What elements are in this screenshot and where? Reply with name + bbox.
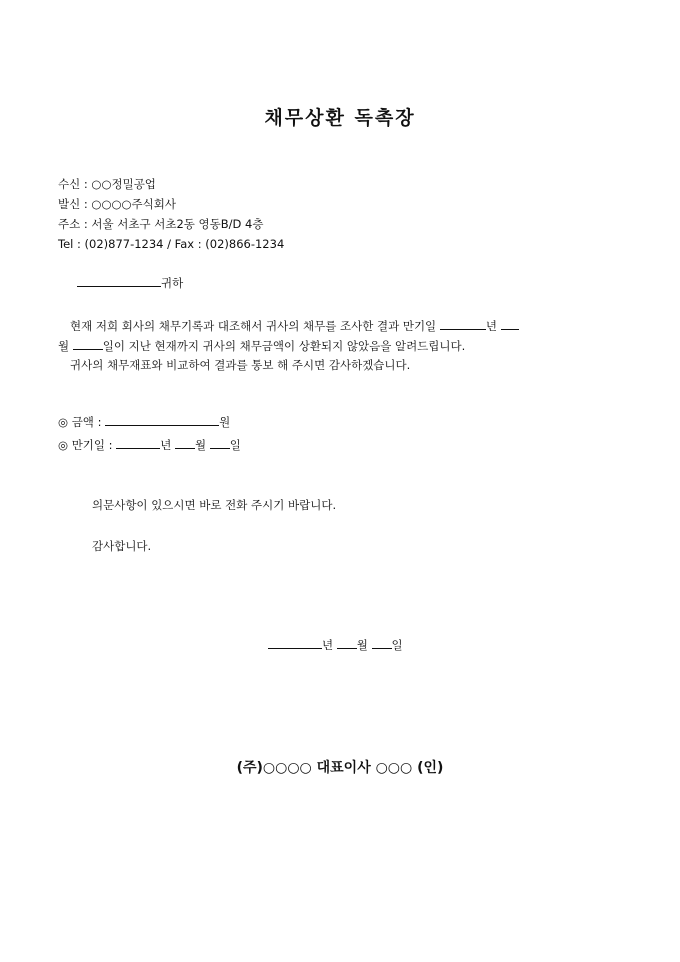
day-blank [73,338,103,350]
paragraph-text-1: 현재 저희 회사의 채무기록과 대조해서 귀사의 채무를 조사한 결과 만기일 [70,319,437,333]
document-title: 채무상환 독촉장 [264,107,416,129]
amount-line [58,414,230,430]
inquiry-text: 의문사항이 있으시면 바로 전화 주시기 바랍니다. [92,498,337,512]
tel-fax-line: Tel : (02)877-1234 / Fax : (02)866-1234 [58,237,285,251]
year-label: 년 [485,319,497,333]
year-blank [440,318,486,330]
thanks-text: 감사합니다. [92,539,152,553]
date-day-blank [372,637,392,649]
addressee-blank [77,275,161,287]
paragraph-line-1 [70,318,519,334]
date-month-blank [337,637,357,649]
date-year-label: 년 [322,638,334,652]
sender-line: 발신 : ○○○○주식회사 [58,197,176,211]
due-year-blank [116,437,160,449]
address-line: 주소 : 서울 서초구 서초2동 영동B/D 4층 [58,217,264,231]
due-date-label: ◎ 만기일 : [58,438,113,452]
recipient-line: 수신 : ○○정밀공업 [58,177,156,191]
paragraph-text-2: 일이 지난 현재까지 귀사의 채무금액이 상환되지 않았음을 알려드립니다. [102,339,466,353]
month-blank [501,318,519,330]
addressee-suffix: 귀하 [161,276,184,290]
amount-label: ◎ 금액 : [58,415,102,429]
date-month-label: 월 [356,638,368,652]
date-year-blank [268,637,322,649]
amount-unit: 원 [219,415,231,429]
signature-line: (주)○○○○ 대표이사 ○○○ (인) [236,760,444,776]
paragraph-line-2 [58,338,465,354]
due-month-label: 월 [194,438,207,452]
paragraph-line-3: 귀사의 채무재표와 비교하여 결과를 통보 해 주시면 감사하겠습니다. [70,358,411,372]
addressee-line [77,275,183,291]
date-day-label: 일 [391,638,403,652]
due-date-line [58,437,241,453]
month-label: 월 [58,339,70,353]
due-year-label: 년 [160,438,172,452]
date-line [268,637,403,653]
due-day-label: 일 [229,438,241,452]
amount-blank [105,414,219,426]
due-day-blank [210,437,230,449]
due-month-blank [175,437,195,449]
